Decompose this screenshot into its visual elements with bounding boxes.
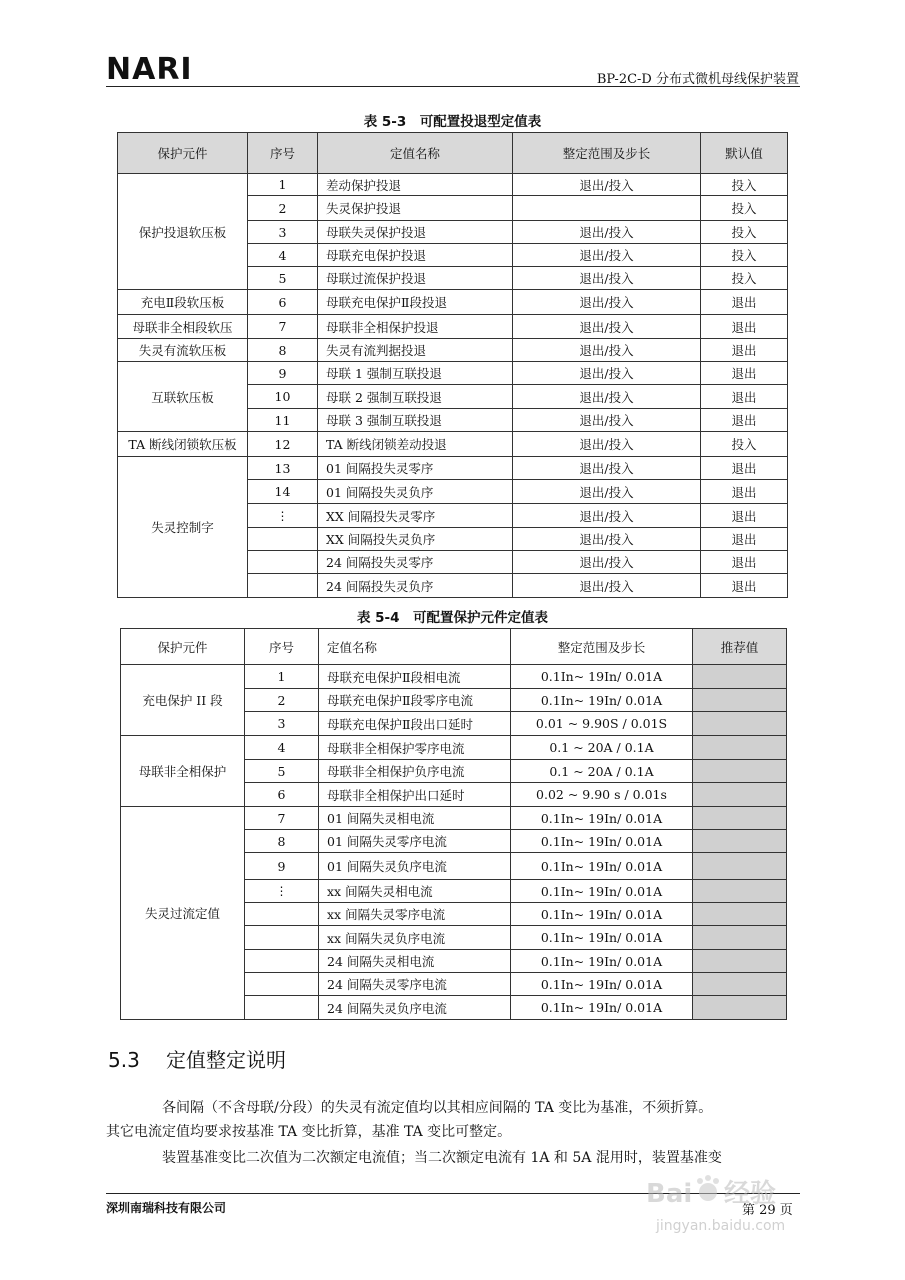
range-cell: 退出/投入 [513,432,701,457]
recommended-value-cell [693,736,787,760]
seq-no-cell: 2 [248,196,318,221]
range-cell: 退出/投入 [513,267,701,290]
recommended-value-cell [693,880,787,903]
recommended-value-cell [693,853,787,880]
page-number: 第 29 页 [742,1203,793,1218]
range-cell: 0.1In~ 19In/ 0.01A [511,973,693,996]
table-5-4 [120,628,787,1020]
default-value-cell: 投入 [701,174,788,196]
recommended-value-cell [693,665,787,689]
seq-no-cell: 6 [245,783,319,807]
seq-no-cell [245,996,319,1020]
seq-no-cell [248,551,318,574]
table-row [118,315,788,339]
setting-name-cell: 母联非全相保护出口延时 [319,783,511,807]
seq-no-cell: 8 [248,339,318,362]
default-value-cell: 退出 [701,504,788,528]
protection-element-cell: 母联非全相保护 [121,736,245,807]
setting-name-cell: 母联充电保护Ⅱ段出口延时 [319,712,511,736]
header-protection-element: 保护元件 [121,629,245,665]
header-setting-name: 定值名称 [319,629,511,665]
header-setting-name: 定值名称 [318,133,513,174]
header-range-step: 整定范围及步长 [511,629,693,665]
watermark-url-text: jingyan.baidu.com [656,1218,786,1234]
range-cell: 退出/投入 [513,339,701,362]
range-cell: 0.1In~ 19In/ 0.01A [511,950,693,973]
protection-element-cell: 充电Ⅱ段软压板 [118,290,248,315]
recommended-value-cell [693,996,787,1020]
range-cell: 退出/投入 [513,221,701,244]
header-range-step: 整定范围及步长 [513,133,701,174]
default-value-cell: 投入 [701,244,788,267]
range-cell: 退出/投入 [513,574,701,598]
setting-name-cell: 01 间隔失灵零序电流 [319,830,511,853]
setting-name-cell: XX 间隔投失灵负序 [318,528,513,551]
setting-name-cell: 24 间隔失灵相电流 [319,950,511,973]
default-value-cell: 投入 [701,196,788,221]
setting-name-cell: 24 间隔投失灵零序 [318,551,513,574]
range-cell: 退出/投入 [513,457,701,480]
seq-no-cell: 10 [248,385,318,409]
setting-name-cell: 母联充电保护投退 [318,244,513,267]
seq-no-cell: 14 [248,480,318,504]
document-title: BP-2C-D 分布式微机母线保护装置 [596,72,799,87]
range-cell: 0.1In~ 19In/ 0.01A [511,880,693,903]
table-row [121,736,787,760]
range-cell: 0.1In~ 19In/ 0.01A [511,665,693,689]
table-row [118,432,788,457]
range-cell: 0.1In~ 19In/ 0.01A [511,996,693,1020]
setting-name-cell: 24 间隔投失灵负序 [318,574,513,598]
table-row [118,339,788,362]
setting-name-cell: 母联非全相保护投退 [318,315,513,339]
seq-no-cell: 9 [248,362,318,385]
seq-no-cell: 12 [248,432,318,457]
range-cell: 退出/投入 [513,385,701,409]
recommended-value-cell [693,973,787,996]
seq-no-cell: 11 [248,409,318,432]
table-5-4-caption: 表 5-4 可配置保护元件定值表 [356,610,549,626]
seq-no-cell [245,926,319,950]
recommended-value-cell [693,830,787,853]
header-default-value: 默认值 [701,133,788,174]
table-5-3-caption: 表 5-3 可配置投退型定值表 [363,114,542,130]
default-value-cell: 投入 [701,432,788,457]
protection-element-cell: 互联软压板 [118,362,248,432]
company-name: 深圳南瑞科技有限公司 [106,1201,227,1215]
seq-no-cell: 7 [248,315,318,339]
range-cell: 退出/投入 [513,244,701,267]
seq-no-cell [245,903,319,926]
watermark-brand-text: Bai [646,1179,693,1209]
seq-no-cell: ⋮ [248,504,318,528]
seq-no-cell: 6 [248,290,318,315]
range-cell: 退出/投入 [513,480,701,504]
setting-name-cell: 母联过流保护投退 [318,267,513,290]
setting-name-cell: 24 间隔失灵负序电流 [319,996,511,1020]
protection-element-cell: 保护投退软压板 [118,174,248,290]
default-value-cell: 退出 [701,551,788,574]
range-cell: 0.1In~ 19In/ 0.01A [511,689,693,712]
default-value-cell: 退出 [701,480,788,504]
seq-no-cell: 4 [248,244,318,267]
seq-no-cell: 8 [245,830,319,853]
setting-name-cell: 母联非全相保护零序电流 [319,736,511,760]
setting-name-cell: 失灵保护投退 [318,196,513,221]
recommended-value-cell [693,950,787,973]
setting-name-cell: 01 间隔投失灵负序 [318,480,513,504]
setting-name-cell: 母联 2 强制互联投退 [318,385,513,409]
table-row [118,290,788,315]
range-cell: 0.02 ~ 9.90 s / 0.01s [511,783,693,807]
seq-no-cell: 9 [245,853,319,880]
setting-name-cell: 失灵有流判据投退 [318,339,513,362]
setting-name-cell: 母联充电保护Ⅱ段相电流 [319,665,511,689]
paragraph-1: 各间隔（不含母联/分段）的失灵有流定值均以其相应间隔的 TA 变比为基准，不须折算。 [162,1100,713,1116]
setting-name-cell: 母联充电保护Ⅱ段零序电流 [319,689,511,712]
range-cell: 退出/投入 [513,290,701,315]
recommended-value-cell [693,926,787,950]
recommended-value-cell [693,760,787,783]
table-5-3 [117,132,788,598]
paragraph-2: 其它电流定值均要求按基准 TA 变比折算，基准 TA 变比可整定。 [106,1124,512,1140]
setting-name-cell: TA 断线闭锁差动投退 [318,432,513,457]
setting-name-cell: xx 间隔失灵相电流 [319,880,511,903]
setting-name-cell: 01 间隔失灵负序电流 [319,853,511,880]
table-header-row [121,629,787,665]
protection-element-cell: 失灵控制字 [118,457,248,598]
watermark-jingyan-text: 经验 [724,1179,777,1209]
seq-no-cell: 7 [245,807,319,830]
seq-no-cell: 1 [245,665,319,689]
default-value-cell: 退出 [701,339,788,362]
range-cell: 退出/投入 [513,551,701,574]
setting-name-cell: 母联 1 强制互联投退 [318,362,513,385]
recommended-value-cell [693,689,787,712]
range-cell: 0.01 ~ 9.90S / 0.01S [511,712,693,736]
default-value-cell: 投入 [701,221,788,244]
table-row [121,807,787,830]
section-title: 定值整定说明 [166,1048,286,1072]
range-cell: 退出/投入 [513,528,701,551]
protection-element-cell: 母联非全相段软压 [118,315,248,339]
seq-no-cell: 4 [245,736,319,760]
header-rule [106,86,800,87]
range-cell: 退出/投入 [513,504,701,528]
setting-name-cell: 母联失灵保护投退 [318,221,513,244]
setting-name-cell: 母联 3 强制互联投退 [318,409,513,432]
setting-name-cell: 差动保护投退 [318,174,513,196]
range-cell: 0.1In~ 19In/ 0.01A [511,926,693,950]
seq-no-cell [245,950,319,973]
table-row [118,457,788,480]
table-header-row [118,133,788,174]
default-value-cell: 退出 [701,574,788,598]
default-value-cell: 退出 [701,385,788,409]
nari-logo: NARI [106,52,193,87]
range-cell: 0.1In~ 19In/ 0.01A [511,853,693,880]
seq-no-cell: 3 [248,221,318,244]
header-seq-no: 序号 [248,133,318,174]
paragraph-3: 装置基准变比二次值为二次额定电流值；当二次额定电流有 1A 和 5A 混用时，装置基准变 [162,1150,722,1166]
setting-name-cell: 01 间隔投失灵零序 [318,457,513,480]
range-cell: 退出/投入 [513,315,701,339]
seq-no-cell [248,574,318,598]
setting-name-cell: 母联充电保护Ⅱ段投退 [318,290,513,315]
default-value-cell: 退出 [701,290,788,315]
recommended-value-cell [693,807,787,830]
protection-element-cell: 充电保护 II 段 [121,665,245,736]
table-row [118,174,788,196]
default-value-cell: 退出 [701,528,788,551]
range-cell: 0.1In~ 19In/ 0.01A [511,830,693,853]
seq-no-cell: 3 [245,712,319,736]
default-value-cell: 退出 [701,457,788,480]
table-row [118,362,788,385]
seq-no-cell: 1 [248,174,318,196]
default-value-cell: 退出 [701,409,788,432]
range-cell: 退出/投入 [513,174,701,196]
header-seq-no: 序号 [245,629,319,665]
setting-name-cell: 01 间隔失灵相电流 [319,807,511,830]
setting-name-cell: xx 间隔失灵负序电流 [319,926,511,950]
recommended-value-cell [693,903,787,926]
seq-no-cell: 5 [248,267,318,290]
seq-no-cell: 5 [245,760,319,783]
section-number: 5.3 [108,1048,140,1072]
paw-icon [697,1175,719,1201]
default-value-cell: 退出 [701,362,788,385]
header-protection-element: 保护元件 [118,133,248,174]
header-recommended-value: 推荐值 [693,629,787,665]
range-cell [513,196,701,221]
setting-name-cell: xx 间隔失灵零序电流 [319,903,511,926]
seq-no-cell [245,973,319,996]
protection-element-cell: TA 断线闭锁软压板 [118,432,248,457]
range-cell: 退出/投入 [513,409,701,432]
baidu-jingyan-watermark [642,1168,842,1248]
setting-name-cell: 24 间隔失灵零序电流 [319,973,511,996]
recommended-value-cell [693,712,787,736]
recommended-value-cell [693,783,787,807]
default-value-cell: 退出 [701,315,788,339]
range-cell: 0.1In~ 19In/ 0.01A [511,903,693,926]
seq-no-cell [248,528,318,551]
range-cell: 退出/投入 [513,362,701,385]
protection-element-cell: 失灵过流定值 [121,807,245,1020]
range-cell: 0.1 ~ 20A / 0.1A [511,736,693,760]
protection-element-cell: 失灵有流软压板 [118,339,248,362]
seq-no-cell: ⋮ [245,880,319,903]
range-cell: 0.1In~ 19In/ 0.01A [511,807,693,830]
table-row [121,665,787,689]
seq-no-cell: 2 [245,689,319,712]
section-heading [108,1044,286,1073]
setting-name-cell: XX 间隔投失灵零序 [318,504,513,528]
setting-name-cell: 母联非全相保护负序电流 [319,760,511,783]
default-value-cell: 投入 [701,267,788,290]
range-cell: 0.1 ~ 20A / 0.1A [511,760,693,783]
seq-no-cell: 13 [248,457,318,480]
